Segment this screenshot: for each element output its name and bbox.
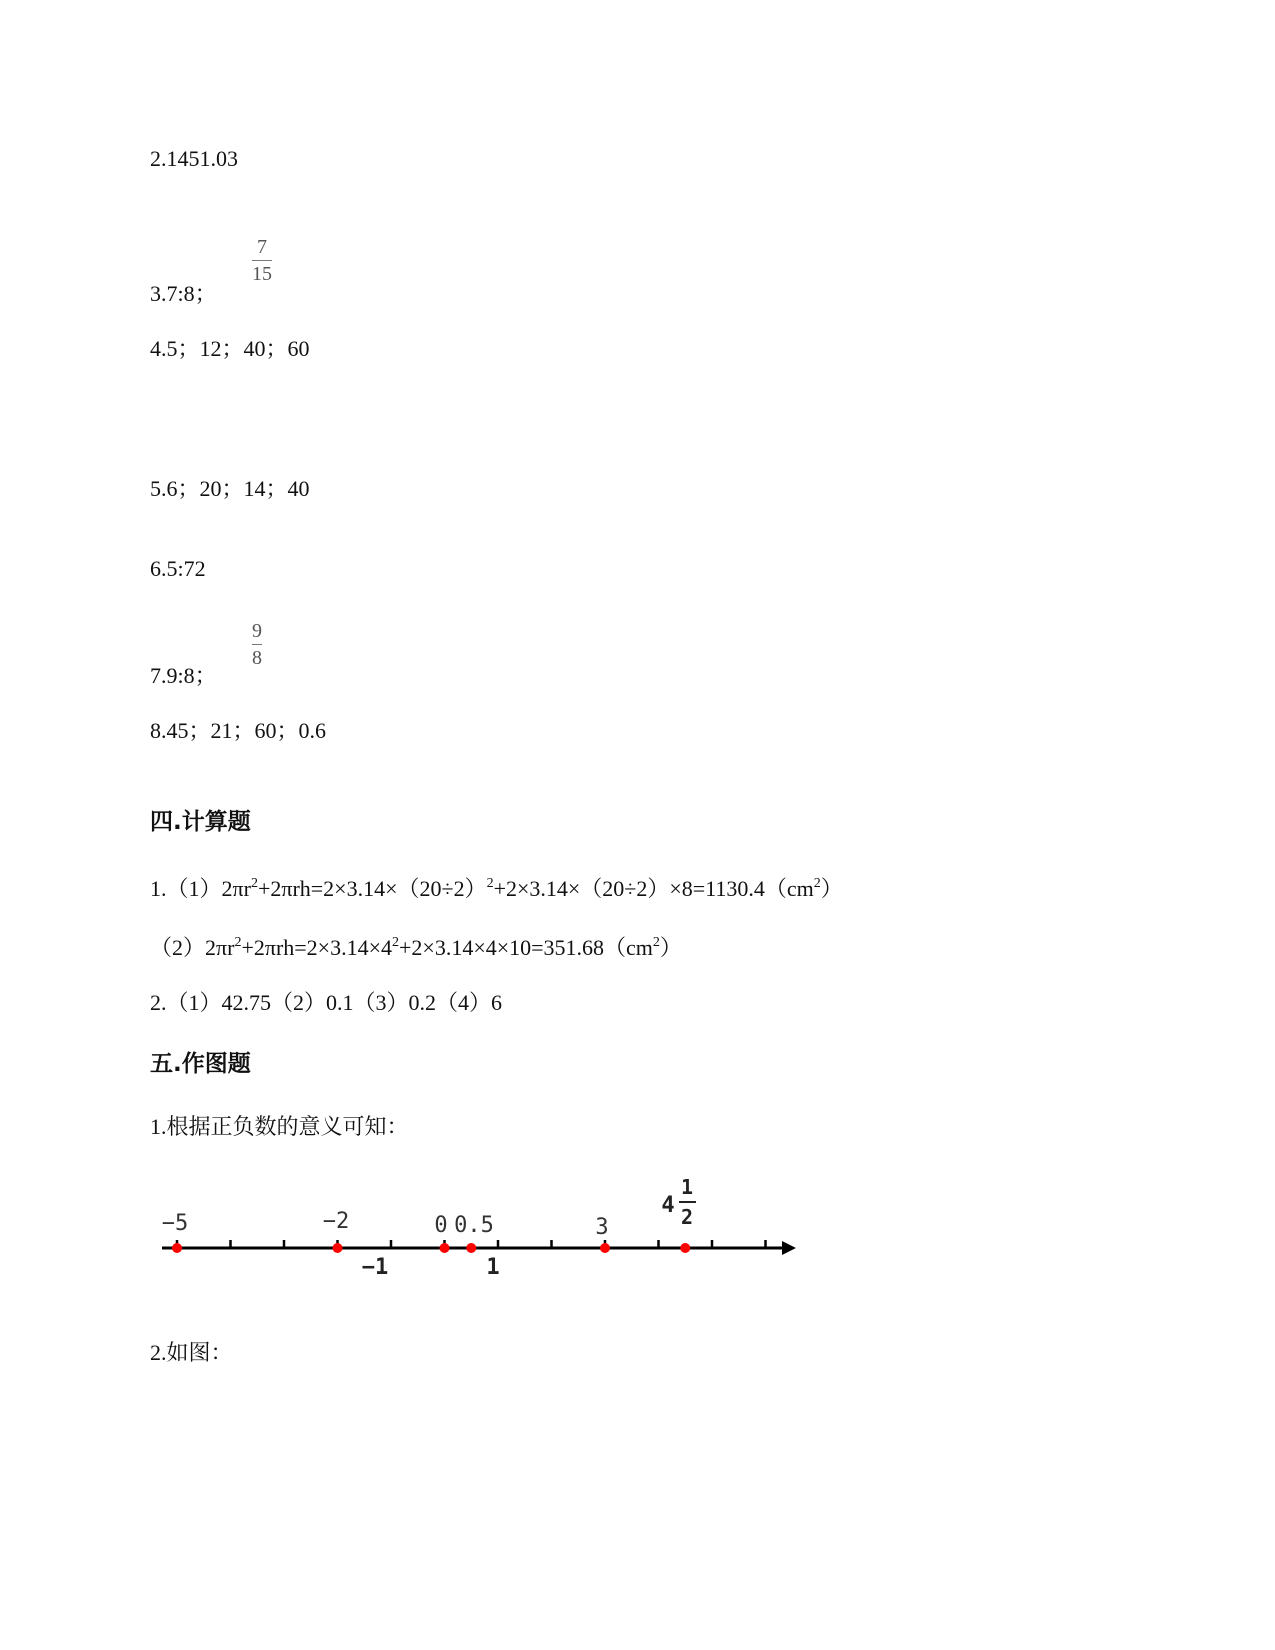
- label-0: 0: [434, 1213, 448, 1238]
- text-segment: +2πrh=2×3.14×4: [241, 935, 392, 960]
- text-segment: 1.（1）2πr: [150, 876, 251, 901]
- drawing-answer-2: 2.如图：: [150, 1340, 233, 1365]
- text-segment: +2πrh=2×3.14×（20÷2）: [257, 876, 487, 901]
- number-line-point: [172, 1243, 182, 1253]
- exponent: 2: [813, 876, 821, 891]
- number-line-point: [333, 1243, 343, 1253]
- text-segment: ）: [820, 876, 843, 901]
- answer-7: 7.9:8；: [150, 663, 217, 688]
- text-segment: +2×3.14×4×10=351.68（cm: [399, 935, 653, 960]
- exponent: 2: [250, 876, 258, 891]
- exponent: 2: [392, 935, 399, 950]
- fraction-9-8: [252, 620, 262, 669]
- number-line-figure: [150, 1170, 810, 1290]
- section-5-heading: 五.作图题: [150, 1051, 251, 1077]
- fraction-numerator: 9: [252, 620, 262, 642]
- answer-5: 5.6；20；14；40: [150, 476, 310, 501]
- fraction-numerator: 7: [257, 236, 267, 258]
- fraction-denominator: 15: [252, 263, 272, 285]
- number-line-point: [466, 1243, 476, 1253]
- answer-4: 4.5；12；40；60: [150, 336, 310, 361]
- label-minus-5: −5: [161, 1211, 189, 1236]
- text-segment: ）: [659, 935, 682, 960]
- fraction-denominator: 8: [252, 647, 262, 669]
- calc-answer-1-part-1: [150, 876, 843, 902]
- label-0-5: 0.5: [454, 1213, 494, 1238]
- answer-8: 8.45；21；60；0.6: [150, 718, 327, 743]
- answer-2: 2.1451.03: [150, 146, 238, 171]
- calc-answer-1-part-2: [150, 935, 682, 961]
- label-minus-1: −1: [361, 1255, 389, 1280]
- number-line-point: [440, 1243, 450, 1253]
- answer-6: 6.5:72: [150, 556, 206, 581]
- exponent: 2: [652, 935, 660, 950]
- text-segment: （2）2πr: [150, 935, 235, 960]
- drawing-answer-1: 1.根据正负数的意义可知：: [150, 1114, 409, 1139]
- calc-answer-2: 2.（1）42.75（2）0.1（3）0.2（4）6: [150, 990, 503, 1015]
- answer-3: 3.7:8；: [150, 281, 217, 306]
- fraction-7-15: [252, 236, 272, 285]
- mixed-number-whole: 4: [661, 1193, 675, 1218]
- label-3: 3: [595, 1215, 609, 1240]
- number-line-point: [600, 1243, 610, 1253]
- exponent: 2: [234, 935, 242, 950]
- label-minus-2: −2: [322, 1209, 350, 1234]
- mixed-number-denominator: 2: [680, 1205, 694, 1229]
- number-line-point: [680, 1243, 690, 1253]
- text-segment: +2×3.14×（20÷2）×8=1130.4（cm: [493, 876, 814, 901]
- mixed-number-numerator: 1: [680, 1175, 694, 1199]
- exponent: 2: [486, 876, 494, 891]
- arrow-head: [782, 1241, 796, 1255]
- label-1: 1: [486, 1255, 500, 1280]
- fraction-bar: [252, 644, 262, 645]
- fraction-bar: [252, 260, 272, 261]
- section-4-heading: 四.计算题: [150, 809, 251, 835]
